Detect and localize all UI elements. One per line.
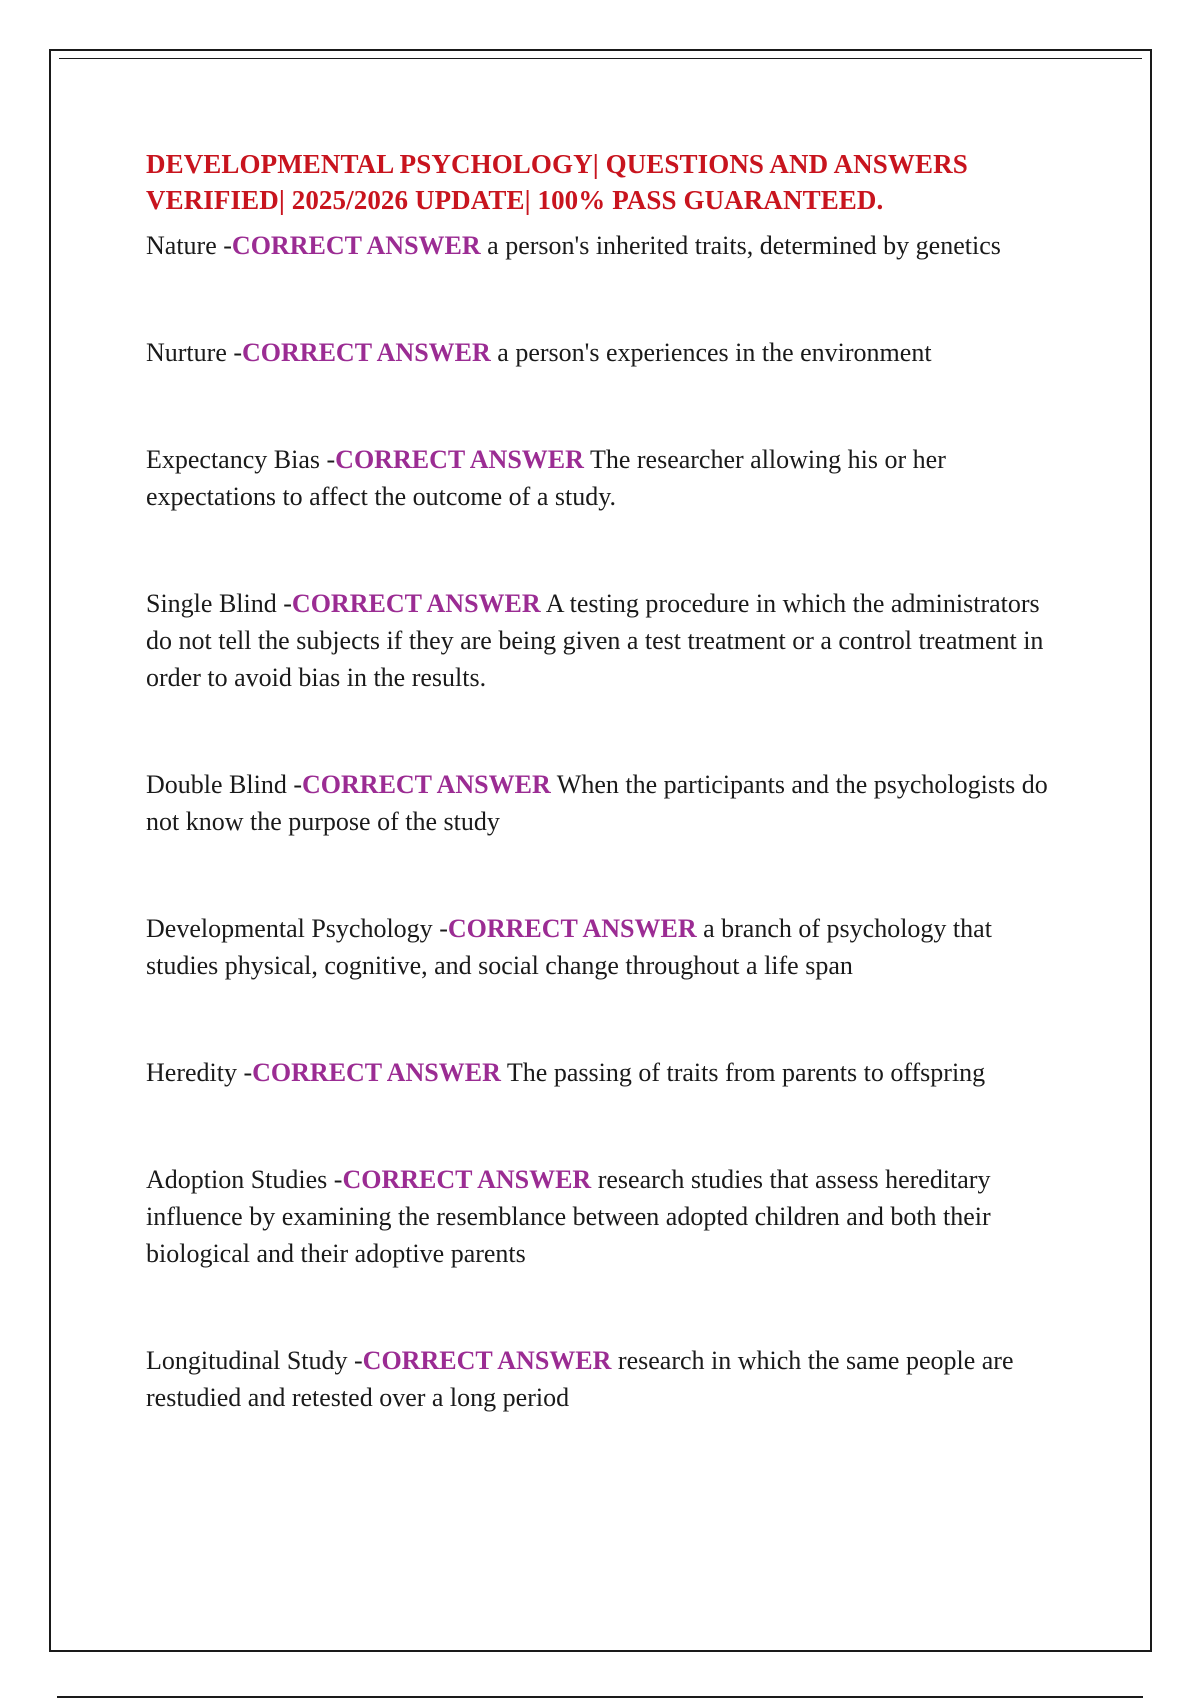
qa-entry [146, 441, 1066, 515]
correct-answer-label: CORRECT ANSWER [447, 914, 697, 943]
qa-separator: - [243, 1058, 253, 1087]
qa-definition: The passing of traits from parents to offspring [506, 1058, 986, 1087]
correct-answer-label: CORRECT ANSWER [231, 231, 481, 260]
qa-separator: - [354, 1346, 363, 1375]
qa-entry [146, 585, 1066, 696]
qa-definition: The researcher allowing his or her expectations to affect the outcome of a study. [146, 445, 946, 511]
correct-answer-label: CORRECT ANSWER [252, 1058, 501, 1087]
qa-definition: research in which the same people are restudied and retested over a long period [146, 1346, 1014, 1412]
document-body [146, 146, 1066, 1416]
qa-separator: - [223, 231, 232, 260]
correct-answer-label: CORRECT ANSWER [302, 770, 551, 799]
qa-term: Nature [146, 231, 217, 260]
qa-term: Longitudinal Study [146, 1346, 348, 1375]
qa-definition: A testing procedure in which the administrators do not tell the subjects if they are being given a test treatment or a control treatment in order to avoid bias in the results. [146, 589, 1044, 692]
qa-entry [146, 1054, 1066, 1091]
qa-term: Expectancy Bias [146, 445, 320, 474]
qa-definition: a person's experiences in the environment [497, 338, 932, 367]
qa-list [146, 227, 1066, 1416]
qa-term: Double Blind [146, 770, 287, 799]
qa-separator: - [439, 914, 448, 943]
title-line-2: VERIFIED| 2025/2026 UPDATE| 100% PASS GUARANTEED. [146, 185, 884, 215]
qa-entry [146, 1161, 1066, 1272]
qa-term: Single Blind [146, 589, 277, 618]
qa-separator: - [283, 589, 292, 618]
qa-definition: When the participants and the psychologists do not know the purpose of the study [146, 770, 1048, 836]
qa-term: Adoption Studies [146, 1165, 328, 1194]
correct-answer-label: CORRECT ANSWER [342, 1165, 592, 1194]
qa-separator: - [233, 338, 243, 367]
qa-definition: a branch of psychology that studies physical, cognitive, and social change throughout a life span [146, 914, 992, 980]
document-title [146, 146, 1066, 218]
correct-answer-label: CORRECT ANSWER [291, 589, 541, 618]
qa-separator: - [333, 1165, 343, 1194]
qa-entry [146, 227, 1066, 264]
qa-separator: - [293, 770, 303, 799]
correct-answer-label: CORRECT ANSWER [242, 338, 491, 367]
qa-definition: research studies that assess hereditary influence by examining the resemblance between adopted children and both their biological and their adoptive parents [146, 1165, 991, 1268]
qa-term: Nurture [146, 338, 227, 367]
qa-term: Developmental Psychology [146, 914, 433, 943]
qa-term: Heredity [146, 1058, 237, 1087]
qa-entry [146, 1342, 1066, 1416]
correct-answer-label: CORRECT ANSWER [335, 445, 584, 474]
qa-separator: - [326, 445, 336, 474]
qa-entry [146, 910, 1066, 984]
correct-answer-label: CORRECT ANSWER [362, 1346, 612, 1375]
top-rule [59, 58, 1142, 59]
qa-definition: a person's inherited traits, determined by genetics [487, 231, 1001, 260]
next-page-top-rule [57, 1696, 1143, 1698]
title-line-1: DEVELOPMENTAL PSYCHOLOGY| QUESTIONS AND ANSWERS [146, 149, 968, 179]
qa-entry [146, 334, 1066, 371]
qa-entry [146, 766, 1066, 840]
